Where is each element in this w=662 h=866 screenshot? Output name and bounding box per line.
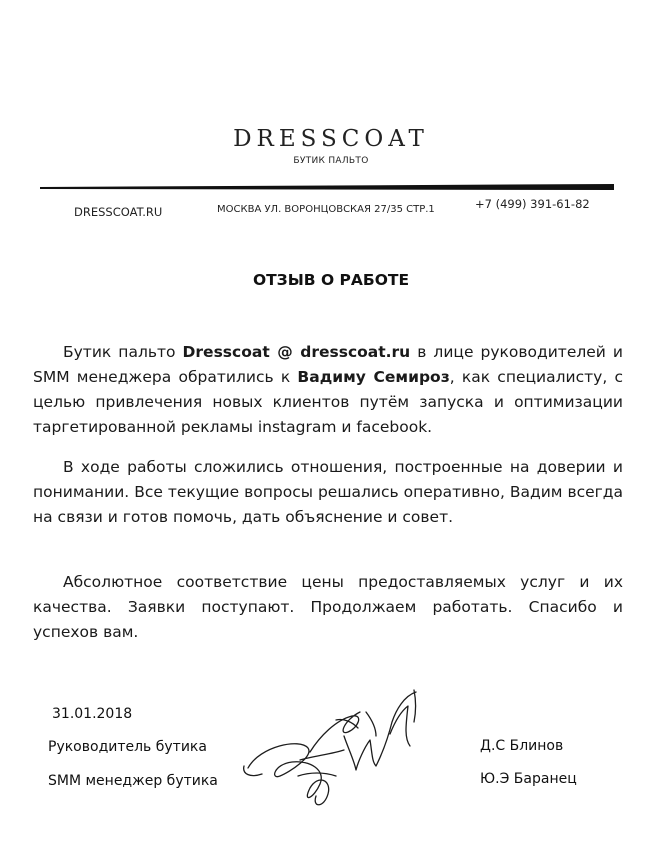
- signature-date: 31.01.2018: [52, 706, 133, 722]
- document-title: ОТЗЫВ О РАБОТЕ: [252, 271, 410, 289]
- name-boutique-manager: Д.С Блинов: [480, 738, 564, 754]
- role-boutique-manager: Руководитель бутика: [48, 739, 207, 755]
- address-text: МОСКВА УЛ. ВОРОНЦОВСКАЯ 27/35 СТР.1: [217, 204, 435, 215]
- handwritten-signature: [240, 676, 440, 826]
- brand-logo: DRESSCOAT: [233, 126, 429, 152]
- website-text: DRESSCOAT.RU: [74, 205, 163, 219]
- specialist-name: Вадиму Семироз: [297, 368, 450, 386]
- paragraph-1: [33, 340, 623, 440]
- header-divider: [40, 184, 614, 192]
- paragraph-3: Абсолютное соответствие цены предоставляемых услуг и их качества. Заявки поступают. Продолжаем работать. Спасибо и успехов вам.: [33, 573, 623, 641]
- p1-text-a: Бутик пальто: [63, 343, 183, 361]
- brand-subtitle: БУТИК ПАЛЬТО: [293, 156, 369, 166]
- phone-text: +7 (499) 391-61-82: [475, 197, 590, 211]
- role-smm-manager: SMM менеджер бутика: [48, 773, 218, 789]
- company-name: Dresscoat @ dresscoat.ru: [182, 343, 411, 361]
- name-smm-manager: Ю.Э Баранец: [480, 771, 577, 787]
- p1-text-c: в лице руководителей и SMM менеджера обратились к: [33, 343, 623, 386]
- p1-text-e: , как специалисту, с целью привлечения новых клиентов путём запуска и оптимизации таргетированной рекламы instagram и facebook.: [33, 368, 624, 436]
- paragraph-2: В ходе работы сложились отношения, построенные на доверии и понимании. Все текущие вопросы решались оперативно, Вадим всегда на связи и готов помочь, дать объяснение и совет.: [33, 458, 623, 526]
